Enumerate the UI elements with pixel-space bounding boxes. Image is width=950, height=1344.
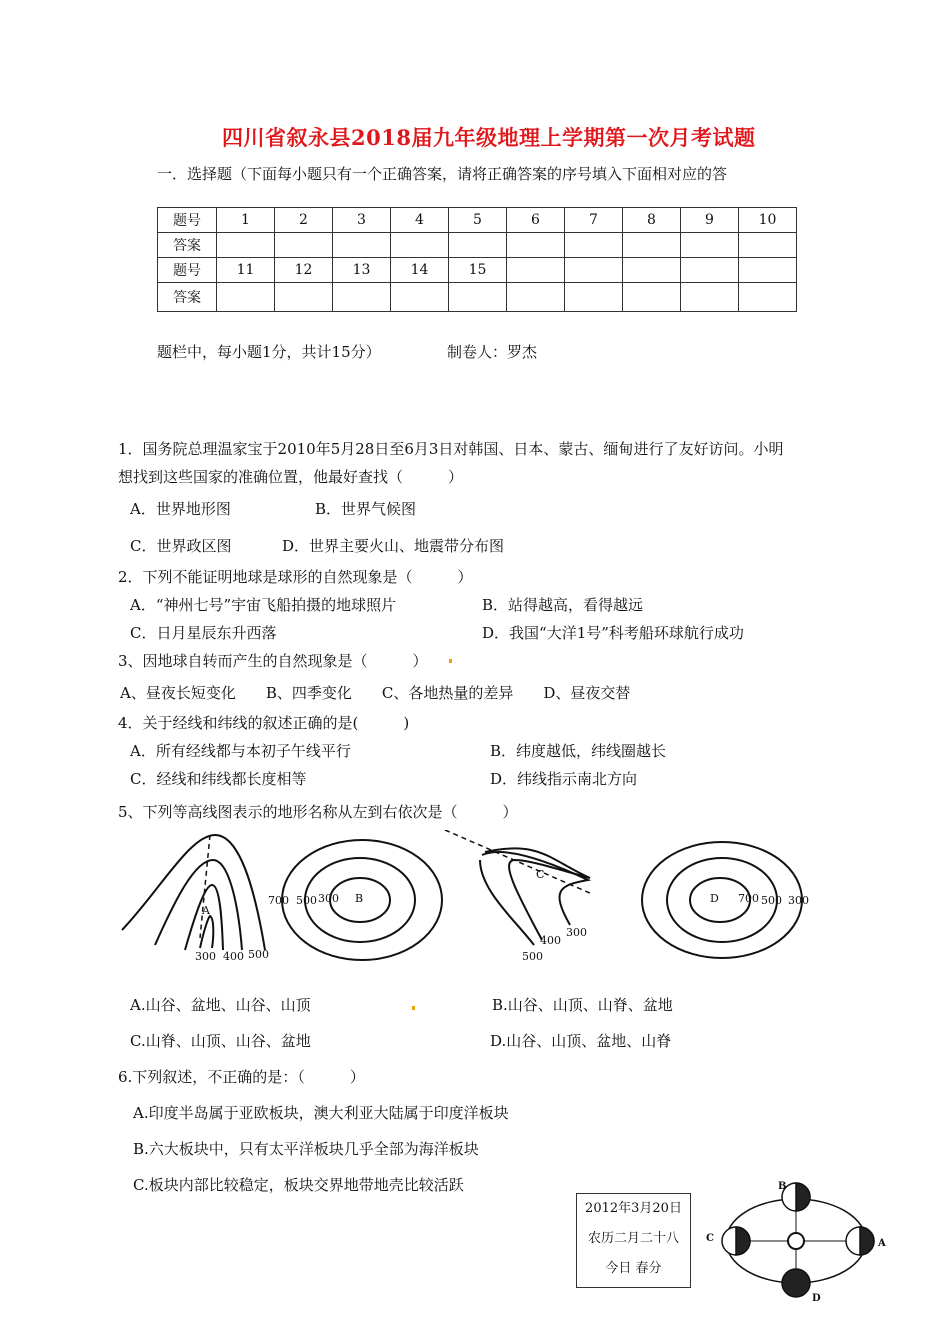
table-cell — [565, 258, 623, 283]
contour-line — [480, 860, 534, 945]
question-2: 2．下列不能证明地球是球形的自然现象是（ ） — [118, 568, 473, 586]
table-cell: 7 — [565, 208, 623, 233]
answer-cell[interactable] — [565, 233, 623, 258]
answer-cell[interactable] — [449, 283, 507, 312]
option-4b[interactable]: B．纬度越低，纬线圈越长 — [490, 742, 667, 760]
question-5: 5、下列等高线图表示的地形名称从左到右依次是（ ） — [118, 803, 518, 821]
answer-cell[interactable] — [217, 233, 275, 258]
calendar-box — [576, 1193, 691, 1288]
answer-cell[interactable] — [739, 233, 797, 258]
table-cell: 题号 — [158, 208, 217, 233]
earth-c-shadow — [736, 1227, 750, 1255]
answer-cell[interactable] — [333, 283, 391, 312]
option-1a[interactable]: A．世界地形图 — [130, 500, 231, 518]
option-4a[interactable]: A．所有经线都与本初子午线平行 — [130, 742, 351, 760]
author-credit: 制卷人：罗杰 — [447, 343, 538, 361]
section-instruction: 一．选择题（下面每小题只有一个正确答案，请将正确答案的序号填入下面相对应的答 — [157, 165, 728, 183]
section-instruction-cont: 题栏中，每小题1分，共计15分） — [157, 343, 381, 361]
option-5d[interactable]: D.山谷、山顶、盆地、山脊 — [490, 1032, 672, 1050]
contour-line — [200, 916, 213, 948]
option-5c[interactable]: C.山脊、山顶、山谷、盆地 — [130, 1032, 311, 1050]
table-row — [158, 258, 797, 283]
table-cell: 5 — [449, 208, 507, 233]
option-6c[interactable]: C.板块内部比较稳定，板块交界地带地壳比较活跃 — [133, 1176, 464, 1194]
table-cell: 9 — [681, 208, 739, 233]
question-1-cont: 想找到这些国家的准确位置，他最好查找（ ） — [118, 468, 464, 486]
option-1d[interactable]: D．世界主要火山、地震带分布图 — [282, 537, 505, 555]
table-cell: 15 — [449, 258, 507, 283]
answer-cell[interactable] — [217, 283, 275, 312]
table-row — [158, 208, 797, 233]
contour-label: 500 — [248, 948, 269, 961]
contour-label: 300 — [566, 926, 587, 939]
calendar-solar-term: 今日 春分 — [605, 1261, 662, 1276]
answer-cell[interactable] — [681, 283, 739, 312]
answer-cell[interactable] — [449, 233, 507, 258]
question-3: 3、因地球自转而产生的自然现象是（ ） — [118, 652, 428, 670]
option-1b[interactable]: B．世界气候图 — [315, 500, 417, 518]
contour-line — [185, 885, 223, 950]
table-cell: 3 — [333, 208, 391, 233]
page-title: 四川省叙永县2018届九年级地理上学期第一次月考试题 — [222, 125, 756, 150]
orbit-label: B — [778, 1181, 787, 1192]
answer-cell[interactable] — [681, 233, 739, 258]
table-cell: 14 — [391, 258, 449, 283]
option-2c[interactable]: C．日月星辰东升西落 — [130, 624, 277, 642]
table-cell: 1 — [217, 208, 275, 233]
earth-a-shadow — [860, 1227, 874, 1255]
question-1: 1．国务院总理温家宝于2010年5月28日至6月3日对韩国、日本、蒙古、缅甸进行了友好访问。小明 — [118, 440, 784, 458]
table-cell — [739, 258, 797, 283]
option-4d[interactable]: D．纬线指示南北方向 — [490, 770, 638, 788]
contour-label: B — [355, 892, 364, 905]
contour-label: 400 — [223, 950, 244, 963]
orbit-label: A — [878, 1238, 886, 1249]
answer-cell[interactable] — [507, 283, 565, 312]
contour-label: 700 — [268, 894, 289, 907]
table-cell: 6 — [507, 208, 565, 233]
contour-label: 500 — [522, 950, 543, 963]
table-cell: 13 — [333, 258, 391, 283]
table-row — [158, 283, 797, 312]
orbit-label: D — [812, 1293, 821, 1304]
option-6a[interactable]: A.印度半岛属于亚欧板块，澳大利亚大陆属于印度洋板块 — [133, 1104, 509, 1122]
answer-cell[interactable] — [739, 283, 797, 312]
table-cell: 答案 — [158, 283, 217, 312]
option-5a[interactable]: A.山谷、盆地、山谷、山顶 — [130, 996, 311, 1014]
table-cell: 答案 — [158, 233, 217, 258]
answer-cell[interactable] — [391, 283, 449, 312]
table-cell: 4 — [391, 208, 449, 233]
answer-cell[interactable] — [275, 283, 333, 312]
option-4c[interactable]: C．经线和纬线都长度相等 — [130, 770, 307, 788]
option-6b[interactable]: B.六大板块中，只有太平洋板块几乎全部为海洋板块 — [133, 1140, 479, 1158]
contour-label: A — [202, 904, 210, 917]
answer-table — [157, 207, 797, 312]
question-4: 4．关于经线和纬线的叙述正确的是( ) — [118, 714, 410, 732]
stray-mark — [412, 1006, 415, 1010]
answer-cell[interactable] — [623, 233, 681, 258]
table-cell: 10 — [739, 208, 797, 233]
answer-cell[interactable] — [391, 233, 449, 258]
earth-b-shadow — [796, 1183, 810, 1211]
stray-mark — [449, 659, 452, 663]
answer-cell[interactable] — [333, 233, 391, 258]
option-2a[interactable]: A．“神州七号”宇宙飞船拍摄的地球照片 — [130, 596, 397, 614]
answer-cell[interactable] — [507, 233, 565, 258]
contour-label: 500 — [296, 894, 317, 907]
earth-orbit-figure — [700, 1175, 895, 1305]
option-2b[interactable]: B．站得越高，看得越远 — [482, 596, 644, 614]
contour-label: 700 — [738, 892, 759, 905]
table-cell: 8 — [623, 208, 681, 233]
contour-line — [122, 835, 265, 950]
options-3[interactable]: A、昼夜长短变化 B、四季变化 C、各地热量的差异 D、昼夜交替 — [120, 684, 631, 702]
table-cell — [507, 258, 565, 283]
contour-label: D — [710, 892, 719, 905]
orbit-label: C — [706, 1233, 714, 1244]
calendar-lunar-date: 农历二月二十八 — [587, 1231, 679, 1246]
contour-label: 300 — [788, 894, 809, 907]
option-1c[interactable]: C．世界政区图 — [130, 537, 232, 555]
contour-maps-figure — [120, 830, 820, 970]
answer-cell[interactable] — [565, 283, 623, 312]
contour-label: 500 — [761, 894, 782, 907]
option-5b[interactable]: B.山谷、山顶、山脊、盆地 — [492, 996, 673, 1014]
table-cell: 题号 — [158, 258, 217, 283]
earth-d-icon — [782, 1269, 810, 1297]
table-cell — [681, 258, 739, 283]
contour-label: 300 — [318, 892, 339, 905]
table-row — [158, 233, 797, 258]
table-cell: 11 — [217, 258, 275, 283]
calendar-date: 2012年3月20日 — [585, 1201, 682, 1216]
contour-label: 400 — [540, 934, 561, 947]
table-cell — [623, 258, 681, 283]
profile-line — [445, 830, 592, 894]
table-cell: 2 — [275, 208, 333, 233]
answer-cell[interactable] — [275, 233, 333, 258]
question-6: 6.下列叙述，不正确的是：（ ） — [118, 1068, 365, 1086]
table-cell: 12 — [275, 258, 333, 283]
option-2d[interactable]: D．我国“大洋1号”科考船环球航行成功 — [482, 624, 744, 642]
answer-cell[interactable] — [623, 283, 681, 312]
contour-label: 300 — [195, 950, 216, 963]
contour-label: C — [536, 868, 545, 881]
sun-icon — [788, 1233, 804, 1249]
